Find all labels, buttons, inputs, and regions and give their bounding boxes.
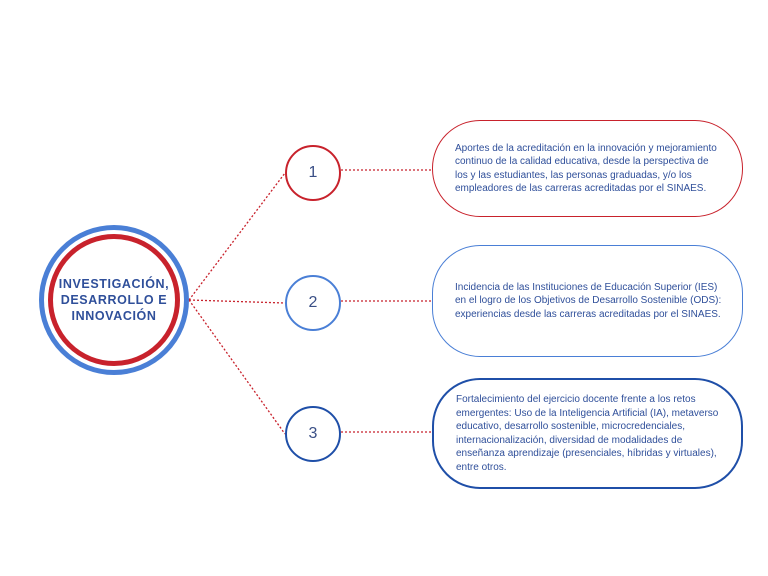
branch-card-2-text: Incidencia de las Instituciones de Educación Superior (IES) en el logro de los Objetivos de Desarrollo Sostenible (ODS): experiencias desde las carreras acreditadas por el SINAES.	[455, 281, 722, 320]
connector-central-to-3	[189, 300, 285, 434]
branch-card-3	[432, 378, 743, 489]
branch-card-2	[432, 245, 743, 357]
central-topic-node	[39, 225, 189, 375]
central-topic-title: INVESTIGACIÓN, DESARROLLO E INNOVACIÓN	[58, 277, 170, 323]
central-topic-inner-ring	[48, 234, 180, 366]
branch-number-1: 1	[285, 145, 341, 201]
connector-central-to-1	[189, 173, 285, 300]
branch-card-3-text: Fortalecimiento del ejercicio docente frente a los retos emergentes: Uso de la Inteligencia Artificial (IA), metaverso educativo, desarrollo sostenible, microcredenciales, internacionalización, diversidad de modalidades de enseñanza aprendizaje (presenciales, híbridas y virtuales), entre otros.	[456, 394, 719, 473]
branch-number-3: 3	[285, 406, 341, 462]
branch-card-1-text: Aportes de la acreditación en la innovación y mejoramiento continuo de la calidad educativa, desde la perspectiva de los y las estudiantes, las personas graduadas, y/o los empleadores de las carreras acreditadas por el SINAES.	[455, 142, 717, 194]
branch-card-1	[432, 120, 743, 217]
branch-number-2: 2	[285, 275, 341, 331]
connector-central-to-2	[189, 300, 285, 303]
